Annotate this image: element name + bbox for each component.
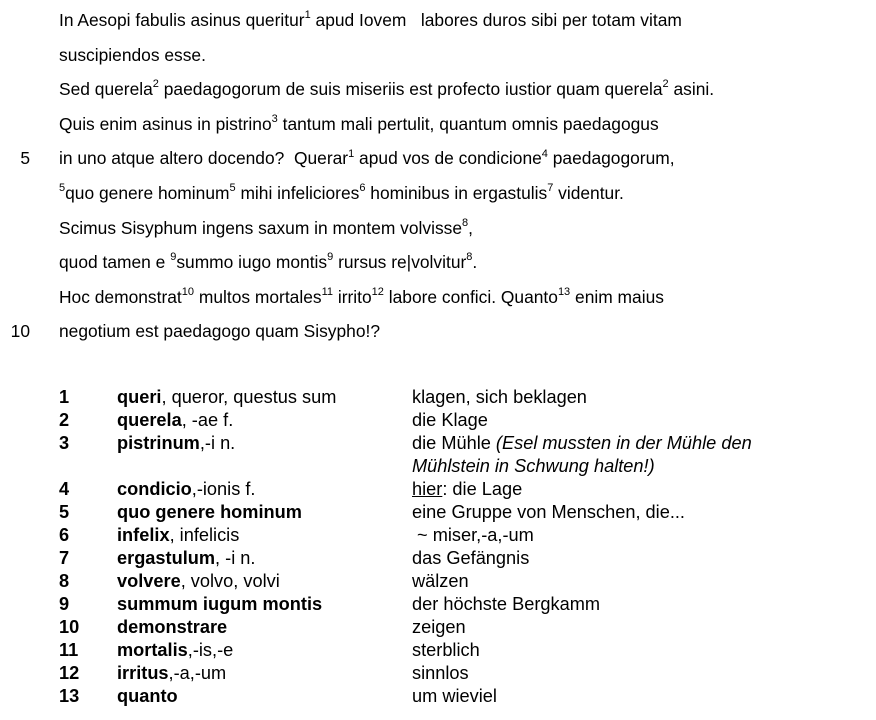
vocab-latin: quo genere hominum bbox=[117, 502, 302, 522]
line-text: suscipiendos esse. bbox=[59, 44, 206, 65]
vocab-note: (Esel mussten in der Mühle den Mühlstein in Schwung halten!) bbox=[412, 433, 752, 476]
vocab-meaning: die Mühle (Esel mussten in der Mühle den Mühlstein in Schwung halten!) bbox=[412, 433, 752, 476]
vocab-number: 5 bbox=[59, 502, 70, 522]
footnote-ref: 2 bbox=[662, 78, 669, 91]
line-text: quod tamen e $^9$summo iugo montis$^9$ rursus re|volvitur$^8$. bbox=[59, 251, 478, 273]
text-line bbox=[0, 283, 876, 318]
text-line bbox=[0, 41, 876, 76]
vocab-meaning: das Gefängnis bbox=[412, 548, 530, 568]
vocab-meaning: sterblich bbox=[412, 640, 480, 660]
footnote-ref: 13 bbox=[557, 285, 571, 298]
vocab-entry bbox=[0, 478, 876, 501]
text-line bbox=[0, 75, 876, 110]
vocab-number: 10 bbox=[59, 617, 80, 637]
vocab-latin: mortalis,-is,-e bbox=[117, 640, 234, 660]
vocab-number: 4 bbox=[59, 479, 70, 499]
vocab-latin: quanto bbox=[117, 686, 178, 706]
vocab-latin: irritus,-a,-um bbox=[117, 663, 227, 683]
vocab-latin: querela, -ae f. bbox=[117, 410, 234, 430]
vocab-latin: ergastulum, -i n. bbox=[117, 548, 256, 568]
vocab-number: 9 bbox=[59, 594, 70, 614]
vocab-meaning: der höchste Bergkamm bbox=[412, 594, 601, 614]
vocab-number: 11 bbox=[59, 640, 79, 660]
vocab-number: 1 bbox=[59, 387, 70, 407]
vocab-entry bbox=[0, 386, 876, 409]
footnote-ref: 11 bbox=[321, 285, 334, 298]
footnote-ref: 3 bbox=[271, 112, 278, 125]
vocab-meaning: eine Gruppe von Menschen, die... bbox=[412, 502, 685, 522]
footnote-ref: 9 bbox=[170, 251, 177, 264]
vocab-number: 8 bbox=[59, 571, 70, 591]
footnote-ref: 8 bbox=[462, 216, 469, 229]
vocab-latin: volvere, volvo, volvi bbox=[117, 571, 280, 591]
line-text: Quis enim asinus in pistrino$^3$ tantum mali pertulit, quantum omnis paedagogus bbox=[59, 112, 659, 134]
vocab-meaning: zeigen bbox=[412, 617, 466, 637]
line-text: Scimus Sisyphum ingens saxum in montem volvisse$^8$, bbox=[59, 216, 474, 238]
line-text: $^5$quo genere hominum$^5$ mihi infeliciores$^6$ hominibus in ergastulis$^7$ videntur. bbox=[59, 182, 624, 203]
vocab-entry bbox=[0, 409, 876, 432]
footnote-ref: 9 bbox=[327, 251, 334, 264]
text-line bbox=[0, 110, 876, 145]
vocab-entry bbox=[0, 616, 876, 639]
vocab-meaning: die Klage bbox=[412, 410, 488, 430]
vocab-meaning: um wieviel bbox=[412, 686, 497, 706]
vocab-meaning: klagen, sich beklagen bbox=[412, 387, 587, 407]
vocab-entry bbox=[0, 639, 876, 662]
footnote-ref: 5 bbox=[59, 182, 66, 195]
footnote-ref: 1 bbox=[348, 147, 355, 160]
text-line bbox=[0, 6, 876, 41]
footnote-ref: 1 bbox=[304, 9, 311, 22]
vocab-entry bbox=[0, 685, 876, 708]
line-text: Sed querela$^2$ paedagogorum de suis miseriis est profecto iustior quam querela$^2$ asini. bbox=[59, 78, 715, 100]
line-text: In Aesopi fabulis asinus queritur$^1$ apud Iovem labores duros sibi per totam vitam bbox=[59, 9, 682, 30]
footnote-ref: 10 bbox=[181, 285, 195, 298]
vocab-latin: infelix, infelicis bbox=[117, 525, 240, 545]
text-line bbox=[0, 317, 876, 352]
text-line bbox=[0, 144, 876, 179]
vocab-meaning: ~ miser,-a,-um bbox=[412, 525, 534, 545]
vocab-latin: summum iugum montis bbox=[117, 594, 323, 614]
text-line bbox=[0, 179, 876, 214]
footnote-ref: 6 bbox=[359, 182, 366, 195]
vocab-latin: pistrinum,-i n. bbox=[117, 433, 236, 453]
vocab-number: 13 bbox=[59, 686, 80, 706]
vocab-number: 7 bbox=[59, 548, 70, 568]
vocab-meaning: sinnlos bbox=[412, 663, 469, 683]
vocab-latin: demonstrare bbox=[117, 617, 228, 637]
vocab-entry bbox=[0, 662, 876, 685]
footnote-ref: 7 bbox=[547, 182, 554, 195]
latin-text bbox=[0, 6, 876, 352]
vocab-meaning: wälzen bbox=[412, 571, 469, 591]
vocab-entry bbox=[0, 432, 876, 478]
line-text: in uno atque altero docendo? Querar$^1$ apud vos de condicione$^4$ paedagogorum, bbox=[59, 147, 675, 169]
text-line bbox=[0, 214, 876, 249]
vocab-entry bbox=[0, 593, 876, 616]
footnote-ref: 8 bbox=[466, 251, 473, 264]
vocab-entry bbox=[0, 547, 876, 570]
vocab-number: 6 bbox=[59, 525, 70, 545]
vocab-entry bbox=[0, 524, 876, 547]
vocab-meaning: hier: die Lage bbox=[412, 479, 523, 499]
text-line bbox=[0, 248, 876, 283]
vocabulary-list bbox=[0, 386, 876, 708]
line-number: 10 bbox=[10, 321, 30, 342]
vocab-number: 12 bbox=[59, 663, 80, 683]
line-number: 5 bbox=[20, 148, 30, 169]
footnote-ref: 2 bbox=[152, 78, 159, 91]
line-text: negotium est paedagogo quam Sisypho!? bbox=[59, 321, 380, 342]
vocab-entry bbox=[0, 570, 876, 593]
vocab-latin: queri, queror, questus sum bbox=[117, 387, 337, 407]
vocab-number: 2 bbox=[59, 410, 70, 430]
footnote-ref: 12 bbox=[371, 285, 384, 298]
footnote-ref: 5 bbox=[229, 182, 236, 195]
vocab-number: 3 bbox=[59, 433, 70, 453]
footnote-ref: 4 bbox=[541, 147, 548, 160]
vocab-entry bbox=[0, 501, 876, 524]
line-text: Hoc demonstrat$^{10}$ multos mortales$^{11}$ irrito$^{12}$ labore confici. Quanto$^{13}$ enim maius bbox=[59, 285, 664, 307]
vocab-latin: condicio,-ionis f. bbox=[117, 479, 256, 499]
